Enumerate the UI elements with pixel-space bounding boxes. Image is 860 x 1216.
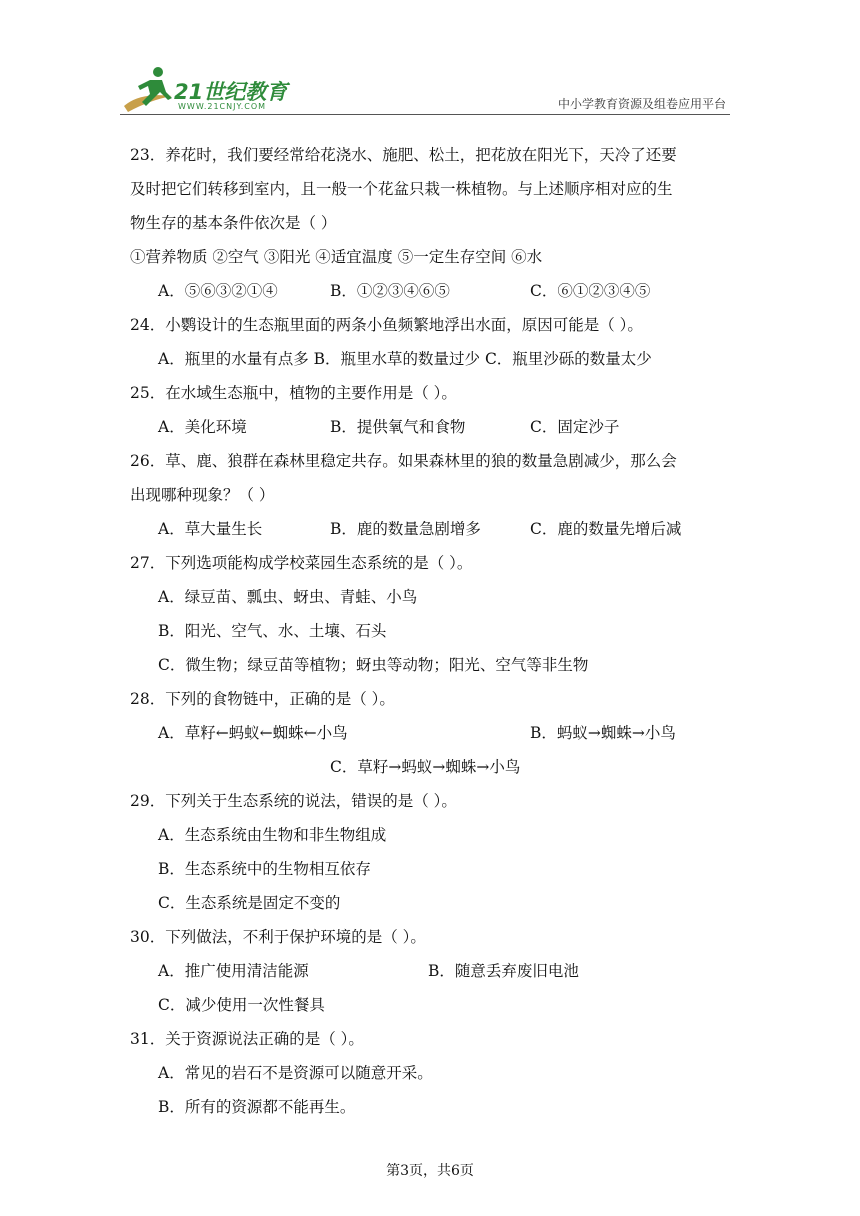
q30-option-a: A．推广使用清洁能源: [158, 962, 309, 980]
logo-text: 21世纪教育: [174, 80, 288, 104]
q28-options-row1: [130, 716, 740, 750]
q23-option-c: C．⑥①②③④⑤: [530, 282, 651, 300]
q25-option-c: C．固定沙子: [530, 418, 620, 436]
header-divider: [120, 114, 730, 115]
q28-options-row2: [130, 750, 740, 784]
q23-condition-list: ①营养物质 ②空气 ③阳光 ④适宜温度 ⑤一定生存空间 ⑥水: [130, 248, 543, 266]
q25-options: [130, 410, 740, 444]
q29-option-c: C．生态系统是固定不变的: [158, 894, 341, 912]
question-list: [130, 138, 740, 1124]
q28-option-c: C．草籽→蚂蚁→蜘蛛→小鸟: [330, 758, 521, 776]
q30-options-row1: [130, 954, 740, 988]
q25-stem: 25．在水域生态瓶中，植物的主要作用是（ ）。: [130, 384, 457, 402]
q29-option-b: B．生态系统中的生物相互依存: [158, 860, 371, 878]
q25-option-a: A．美化环境: [158, 418, 247, 436]
q27-option-a: A．绿豆苗、瓢虫、蚜虫、青蛙、小鸟: [158, 588, 418, 606]
q29-stem: 29．下列关于生态系统的说法，错误的是（ ）。: [130, 792, 457, 810]
q27-option-b: B．阳光、空气、水、土壤、石头: [158, 622, 387, 640]
q31-option-b: B．所有的资源都不能再生。: [158, 1098, 356, 1116]
page-header: [120, 62, 730, 118]
q27-stem: 27．下列选项能构成学校菜园生态系统的是（ ）。: [130, 554, 473, 572]
logo-url: WWW.21CNJY.COM: [178, 102, 267, 111]
q31-stem: 31．关于资源说法正确的是（ ）。: [130, 1030, 364, 1048]
q26-option-c: C．鹿的数量先增后减: [530, 520, 682, 538]
q30-stem: 30．下列做法，不利于保护环境的是（ ）。: [130, 928, 426, 946]
logo: [120, 62, 310, 118]
q31-option-a: A．常见的岩石不是资源可以随意开采。: [158, 1064, 433, 1082]
q28-option-a: A．草籽←蚂蚁←蜘蛛←小鸟: [158, 724, 348, 742]
q23-stem-line2: 及时把它们转移到室内，且一般一个花盆只栽一株植物。与上述顺序相对应的生: [130, 180, 673, 198]
q24-stem: 24．小鹦设计的生态瓶里面的两条小鱼频繁地浮出水面，原因可能是（ ）。: [130, 316, 643, 334]
q23-option-a: A．⑤⑥③②①④: [158, 282, 278, 300]
platform-name: 中小学教育资源及组卷应用平台: [557, 97, 726, 111]
q28-stem: 28．下列的食物链中，正确的是（ ）。: [130, 690, 395, 708]
q28-option-b: B．蚂蚁→蜘蛛→小鸟: [530, 724, 676, 742]
q23-options: [130, 274, 740, 308]
q23-stem-line1: 23．养花时，我们要经常给花浇水、施肥、松土，把花放在阳光下，天冷了还要: [130, 146, 677, 164]
q23-stem-line3: 物生存的基本条件依次是（ ）: [130, 214, 337, 232]
q29-option-a: A．生态系统由生物和非生物组成: [158, 826, 387, 844]
page-number: 第3页，共6页: [386, 1163, 474, 1179]
q23-option-b: B．①②③④⑥⑤: [330, 282, 450, 300]
q30-option-b: B．随意丢弃废旧电池: [428, 962, 579, 980]
q27-option-c: C．微生物；绿豆苗等植物；蚜虫等动物；阳光、空气等非生物: [158, 656, 589, 674]
q26-option-a: A．草大量生长: [158, 520, 263, 538]
q26-stem-line2: 出现哪种现象？（ ）: [130, 486, 275, 504]
q26-options: [130, 512, 740, 546]
q25-option-b: B．提供氧气和食物: [330, 418, 466, 436]
runner-logo-icon: [120, 62, 180, 118]
q26-stem-line1: 26．草、鹿、狼群在森林里稳定共存。如果森林里的狼的数量急剧减少，那么会: [130, 452, 677, 470]
q24-options: A．瓶里的水量有点多 B．瓶里水草的数量过少 C．瓶里沙砾的数量太少: [158, 350, 652, 368]
q26-option-b: B．鹿的数量急剧增多: [330, 520, 481, 538]
q30-option-c: C．减少使用一次性餐具: [158, 996, 325, 1014]
